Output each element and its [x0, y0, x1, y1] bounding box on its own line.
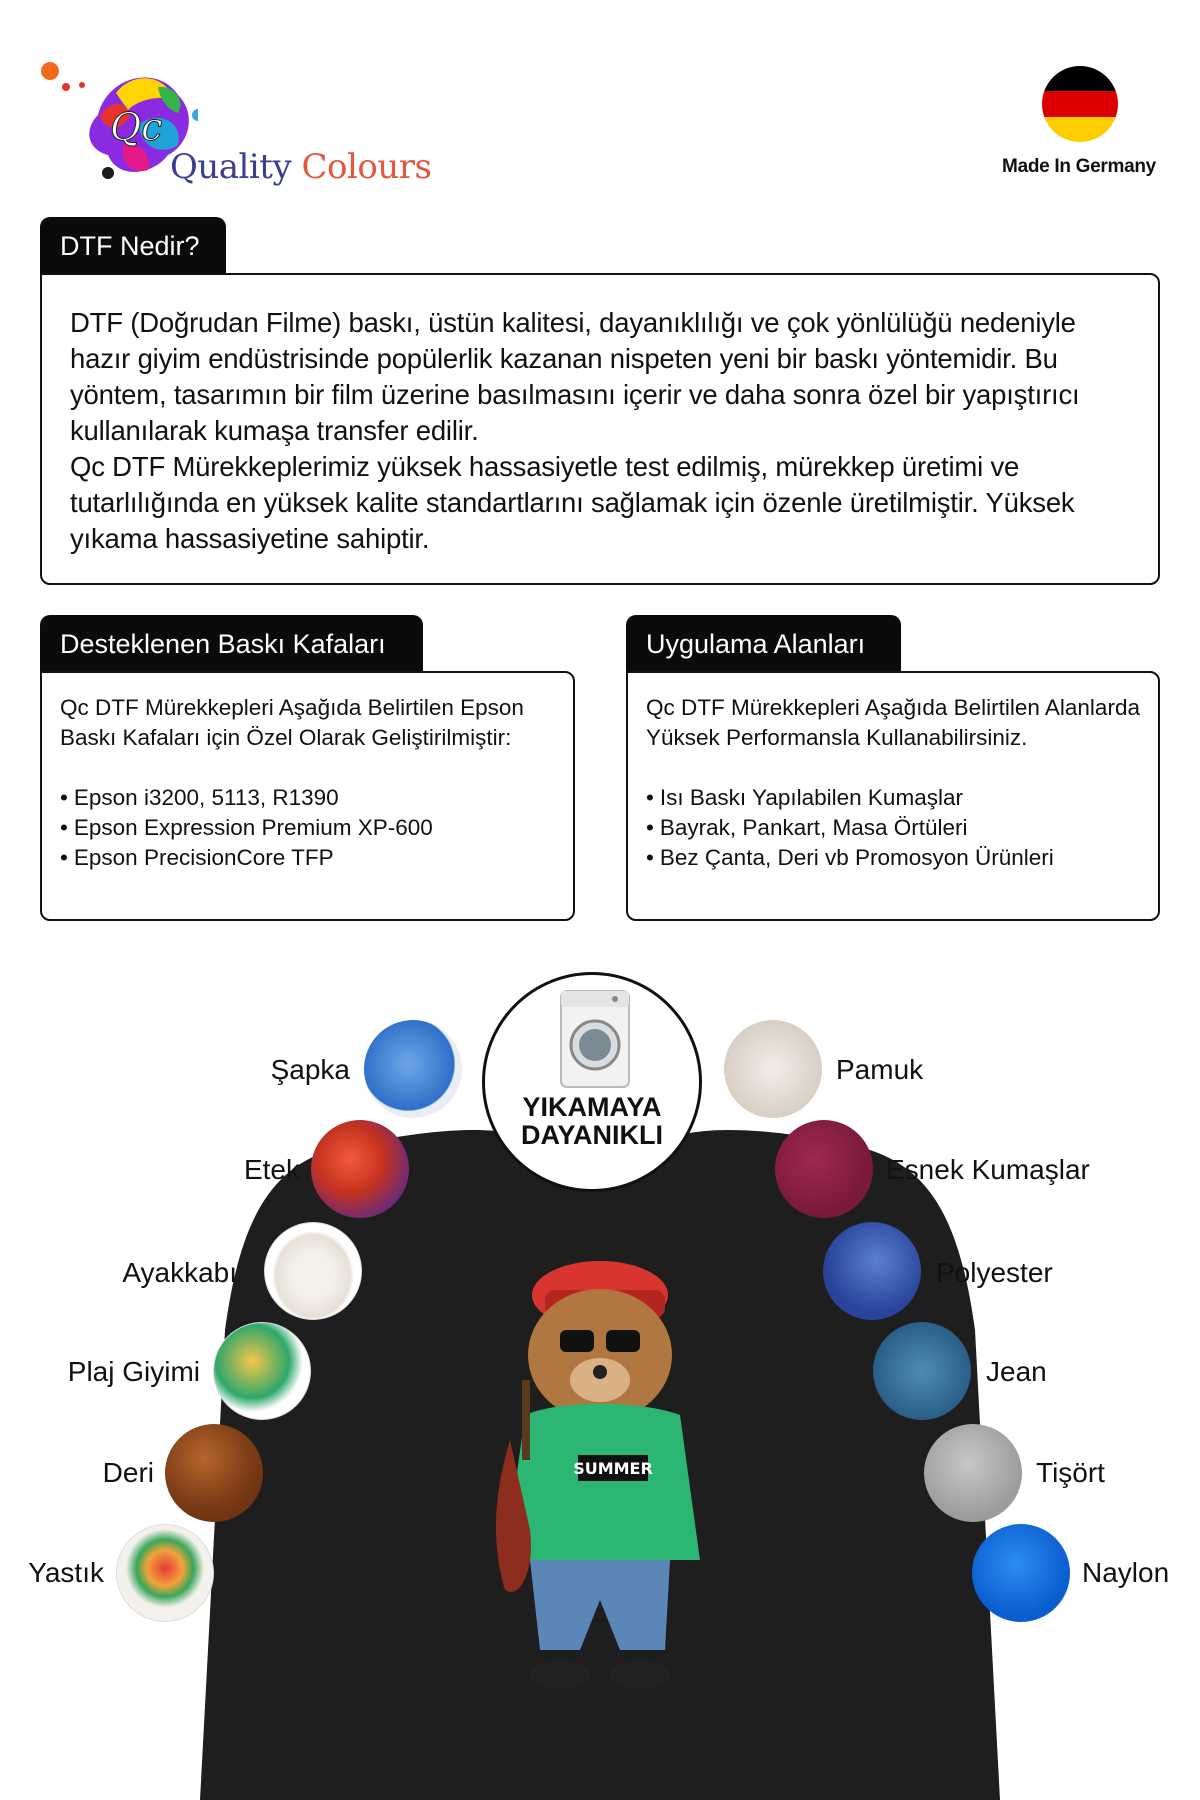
printheads-box: [40, 671, 575, 921]
skirt-icon: [311, 1120, 409, 1218]
item-label-tisort: Tişört: [1036, 1457, 1105, 1488]
wash-label-line2: DAYANIKLI: [520, 1120, 664, 1150]
dtf-paragraph-1: DTF (Doğrudan Filme) baskı, üstün kalitesi, dayanıklılığı ve çok yönlülüğü nedeniyle hazır giyim endüstrisinde popülerlik kazanan nispeten yeni bir baskı yöntemidir. Bu yöntem, tasarımın bir film üzerine basılmasını içerir ve daha sonra özel bir yapıştırıcı kullanılarak kumaşa transfer edilir.: [70, 307, 1080, 446]
application-item: • Bez Çanta, Deri vb Promosyon Ürünleri: [646, 843, 1140, 873]
washing-machine-icon: [559, 989, 631, 1089]
stretch-fabric-icon: [775, 1120, 873, 1218]
dtf-paragraph-2: Qc DTF Mürekkeplerimiz yüksek hassasiyetle test edilmiş, mürekkep üretimi ve tutarlılığında en yüksek kalite standartlarını sağlamak için özenle üretilmiştir. Yüksek yıkama hassasiyetine sahiptir.: [70, 451, 1075, 554]
printheads-intro: Qc DTF Mürekkepleri Aşağıda Belirtilen Epson Baskı Kafaları için Özel Olarak Geliştirilmiştir:: [60, 695, 524, 750]
applications-heading: Uygulama Alanları: [626, 615, 901, 673]
brand-logo: [38, 55, 432, 195]
applications-list: [646, 783, 1140, 873]
applications-box: [626, 671, 1160, 921]
printheads-heading: Desteklenen Baskı Kafaları: [40, 615, 423, 673]
item-label-polyester: Polyester: [936, 1257, 1053, 1288]
denim-icon: [873, 1322, 971, 1420]
polyester-icon: [823, 1222, 921, 1320]
leather-icon: [165, 1424, 263, 1522]
svg-text:Qc: Qc: [110, 105, 163, 149]
application-item: • Bayrak, Pankart, Masa Örtüleri: [646, 813, 1140, 843]
svg-text:SUMMER: SUMMER: [573, 1459, 653, 1478]
shoe-icon: [264, 1222, 362, 1320]
printhead-item: • Epson Expression Premium XP-600: [60, 813, 555, 843]
item-label-naylon: Naylon: [1082, 1557, 1170, 1588]
application-item: • Isı Baskı Yapılabilen Kumaşlar: [646, 783, 1140, 813]
item-label-jean: Jean: [986, 1356, 1047, 1387]
wash-resistant-label: [485, 1093, 699, 1149]
printhead-item: • Epson i3200, 5113, R1390: [60, 783, 555, 813]
nylon-icon: [972, 1524, 1070, 1622]
made-in-label: Made In Germany: [1002, 156, 1156, 177]
brand-name-part1: Quality: [170, 147, 292, 187]
item-label-esnek-kumaslar: Esnek Kumaşlar: [886, 1154, 1090, 1185]
item-label-deri: Deri: [102, 1457, 154, 1488]
wash-label-line1: YIKAMAYA: [522, 1092, 662, 1122]
germany-flag-icon: [1042, 66, 1118, 142]
cap-icon: [364, 1020, 462, 1118]
tshirt-fabric-icon: [924, 1424, 1022, 1522]
item-label-sapka: Şapka: [270, 1054, 350, 1085]
brand-name: [170, 147, 431, 187]
item-label-etek: Etek: [243, 1154, 300, 1185]
dtf-description-box: [40, 273, 1160, 585]
pillow-icon: [116, 1524, 214, 1622]
wash-resistant-badge: [482, 972, 702, 1192]
brand-name-part2: Colours: [301, 147, 432, 187]
item-label-plaj-giyimi: Plaj Giyimi: [67, 1356, 200, 1387]
printhead-item: • Epson PrecisionCore TFP: [60, 843, 555, 873]
printheads-list: [60, 783, 555, 873]
applications-intro: Qc DTF Mürekkepleri Aşağıda Belirtilen Alanlarda Yüksek Performansla Kullanabilirsiniz.: [646, 695, 1140, 750]
item-label-yastik: Yastık: [28, 1557, 104, 1588]
cotton-icon: [724, 1020, 822, 1118]
item-label-ayakkabi: Ayakkabı: [122, 1257, 237, 1288]
dtf-heading: DTF Nedir?: [40, 217, 226, 275]
item-label-pamuk: Pamuk: [836, 1054, 924, 1085]
beachwear-icon: [213, 1322, 311, 1420]
